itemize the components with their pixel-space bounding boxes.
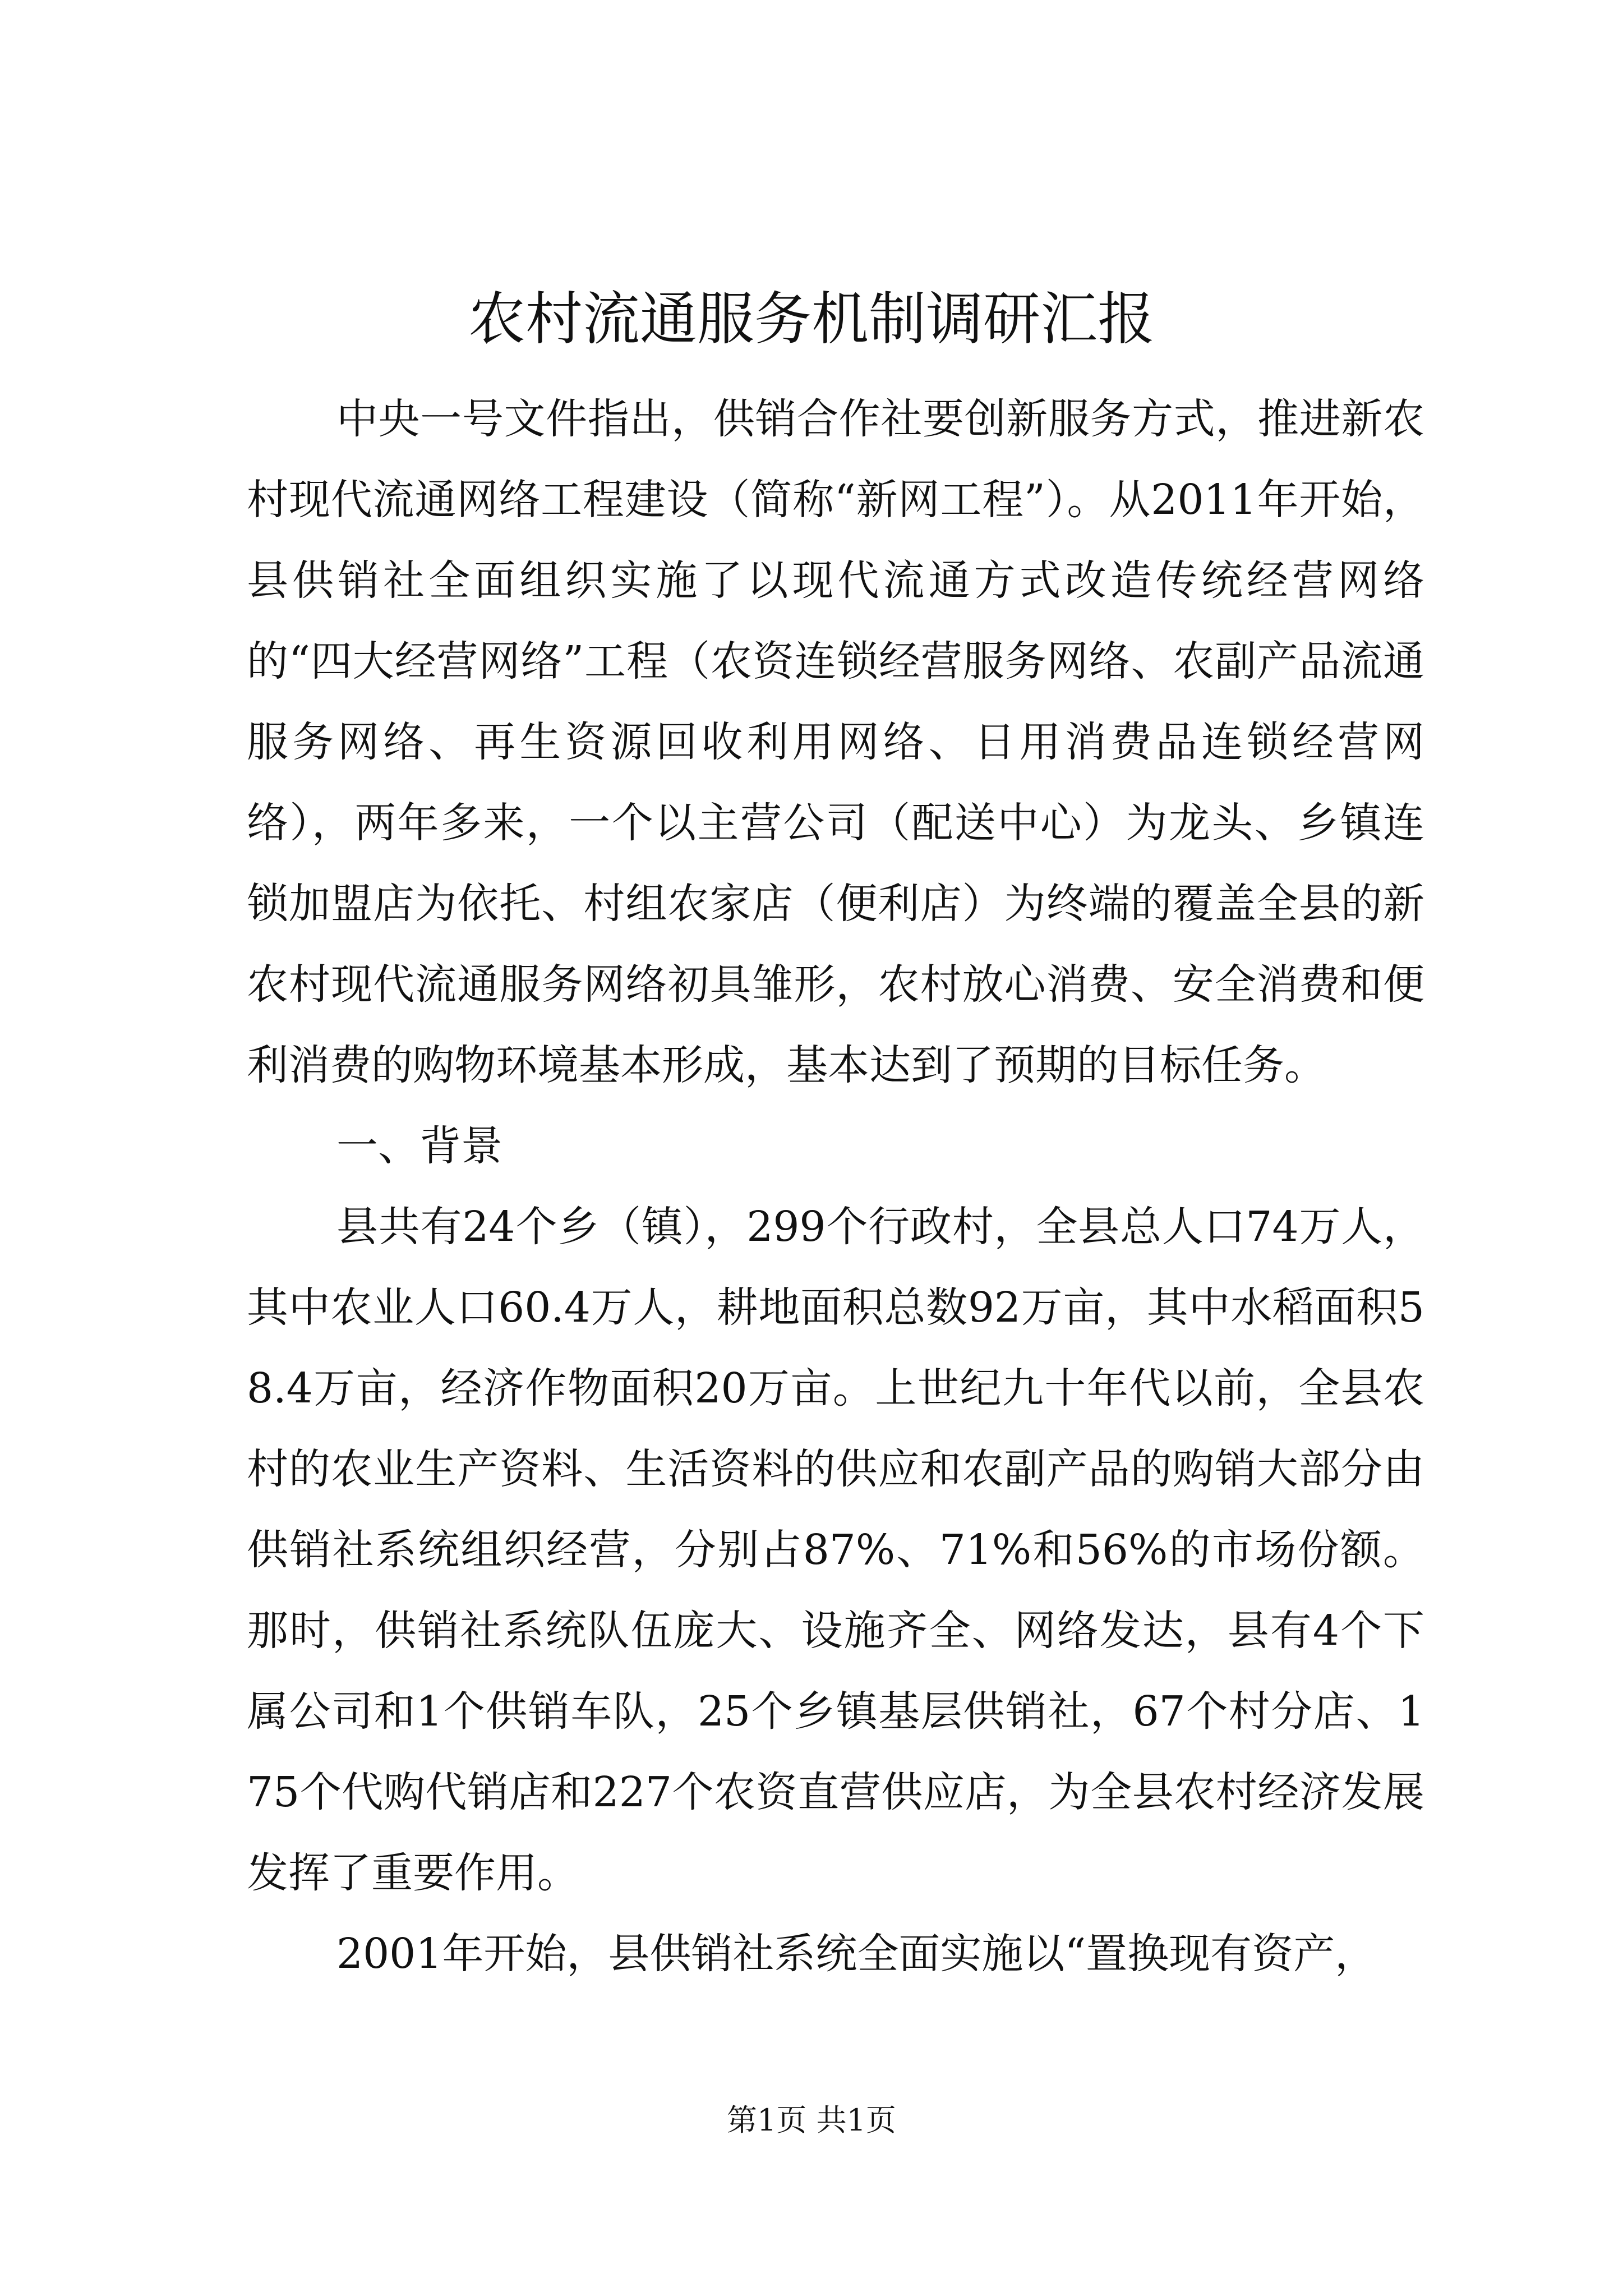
document-body bbox=[247, 379, 1424, 1994]
background-paragraph: 县共有24个乡（镇），299个行政村，全县总人口74万人，其中农业人口60.4万人，耕地面积总数92万亩，其中水稻面积58.4万亩，经济作物面积20万亩。上世纪九十年代以前，全县农村的农业生产资料、生活资料的供应和农副产品的购销大部分由供销社系统组织经营，分别占87%、71%和56%的市场份额。那时，供销社系统队伍庞大、设施齐全、网络发达，县有4个下属公司和1个供销车队，25个乡镇基层供销社，67个村分店、175个代购代销店和227个农资直营供应店，为全县农村经济发展发挥了重要作用。 bbox=[247, 1203, 1424, 1897]
page-footer: 第1页 共1页 bbox=[727, 2102, 896, 2138]
section-heading-background: 一、背景 bbox=[336, 1122, 502, 1170]
continuation-paragraph: 2001年开始，县供销社系统全面实施以“置换现有资产， bbox=[336, 1930, 1377, 1978]
intro-paragraph: 中央一号文件指出，供销合作社要创新服务方式，推进新农村现代流通网络工程建设（简称“新网工程”）。从2011年开始，县供销社全面组织实施了以现代流通方式改造传统经营网络的“四大经营网络”工程（农资连锁经营服务网络、农副产品流通服务网络、再生资源回收利用网络、日用消费品连锁经营网络），两年多来，一个以主营公司（配送中心）为龙头、乡镇连锁加盟店为依托、村组农家店（便利店）为终端的覆盖全县的新农村现代流通服务网络初具雏形，农村放心消费、安全消费和便利消费的购物环境基本形成，基本达到了预期的目标任务。 bbox=[247, 395, 1424, 1089]
document-title: 农村流通服务机制调研汇报 bbox=[468, 286, 1155, 353]
